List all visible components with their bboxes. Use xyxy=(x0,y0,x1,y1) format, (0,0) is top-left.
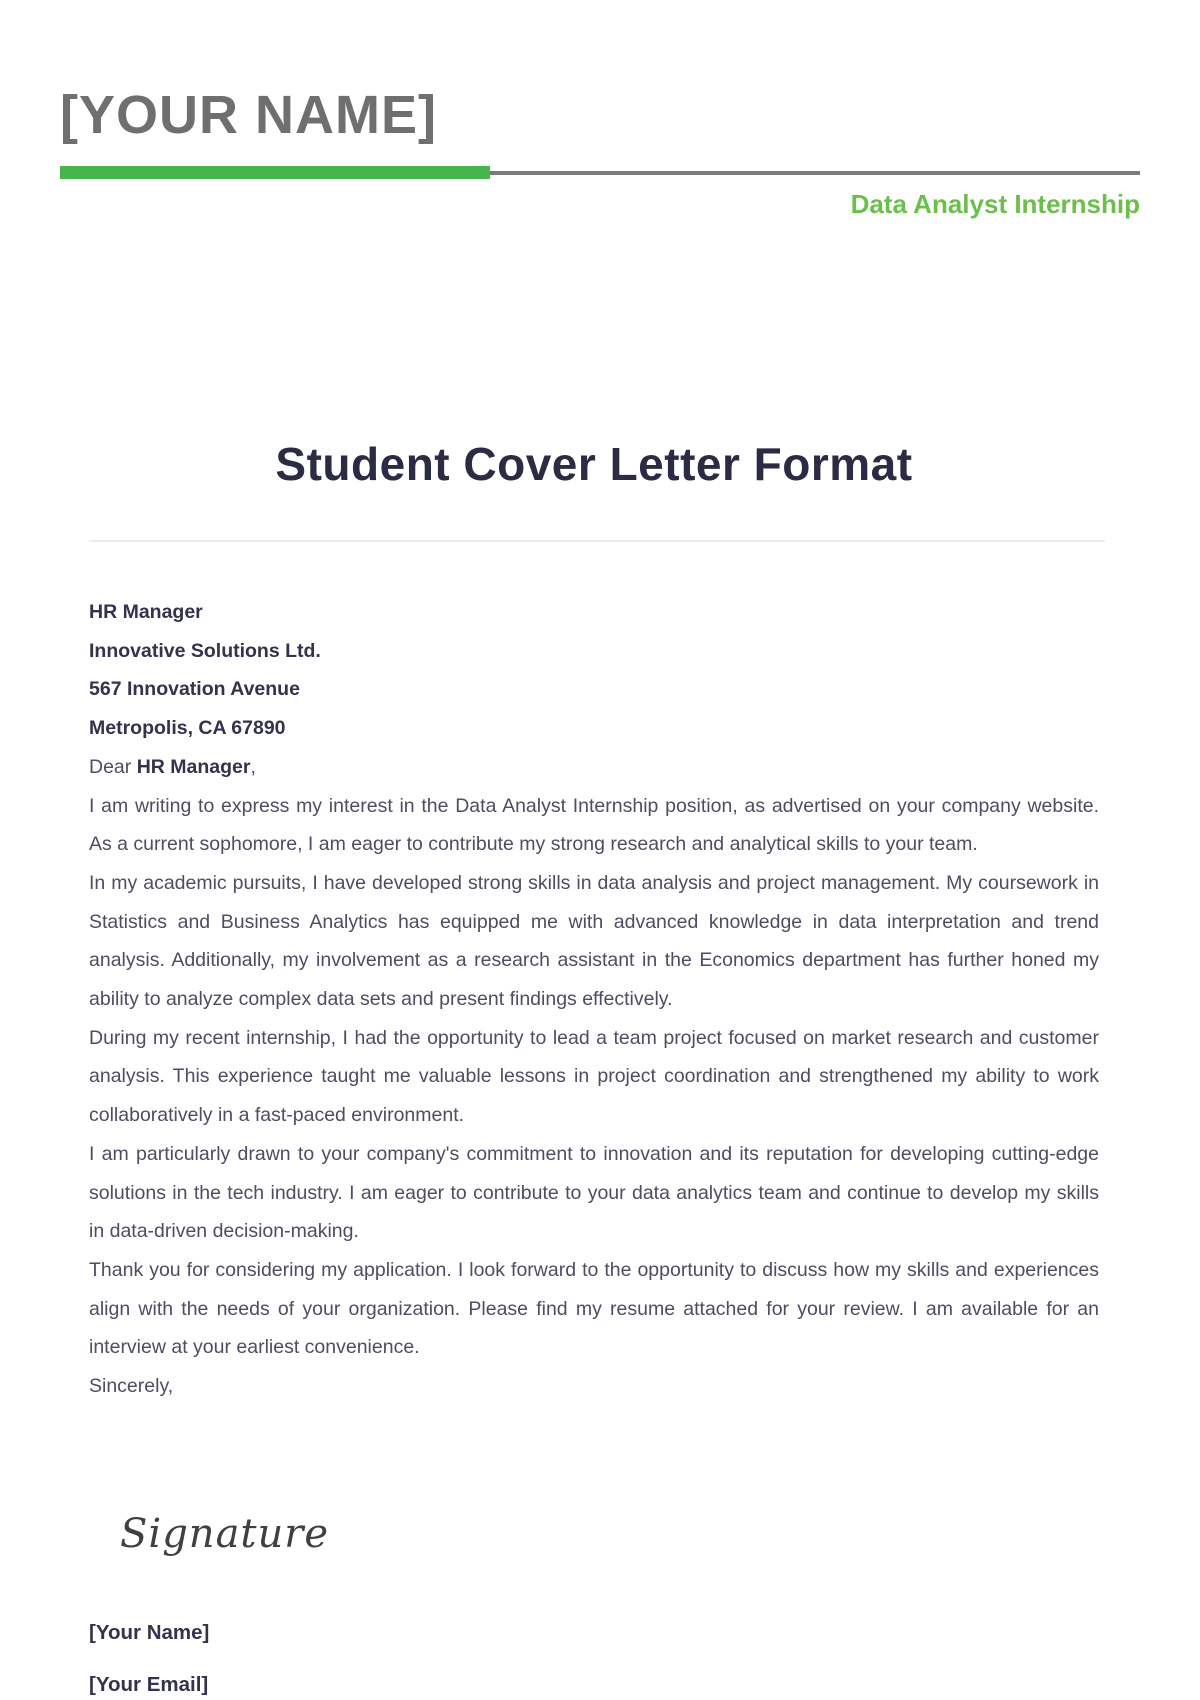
salutation xyxy=(89,748,1099,787)
recipient-line: HR Manager xyxy=(89,601,203,623)
letter-content xyxy=(89,0,1099,1700)
your-name-placeholder: [YOUR NAME] xyxy=(60,85,437,145)
title-divider xyxy=(89,540,1105,542)
body-paragraph: During my recent internship, I had the opportunity to lead a team project focused on market research and customer analysis. This experience taught me valuable lessons in project coordination and strengthened my ability to work collaboratively in a fast-paced environment. xyxy=(89,1026,1099,1127)
salutation-suffix: , xyxy=(250,755,256,778)
recipient-line: 567 Innovation Avenue xyxy=(89,678,300,701)
body-paragraph: I am writing to express my interest in the Data Analyst Internship position, as advertised on your company website. As a current sophomore, I am eager to contribute my strong research and analytical skills to your team. xyxy=(89,794,1099,856)
signature-script: Signature xyxy=(120,1511,330,1557)
recipient-line: Innovative Solutions Ltd. xyxy=(89,639,321,662)
role-label: Data Analyst Internship xyxy=(850,189,1140,219)
salutation-name: HR Manager xyxy=(136,755,251,778)
closing-word: Sincerely, xyxy=(89,1375,174,1398)
recipient-line: Metropolis, CA 67890 xyxy=(89,717,286,740)
sender-email-placeholder: [Your Email] xyxy=(89,1673,209,1696)
sender-name-placeholder: [Your Name] xyxy=(89,1621,210,1644)
page-title: Student Cover Letter Format xyxy=(275,438,913,490)
body-paragraph: Thank you for considering my application. I look forward to the opportunity to discuss how my skills and experiences align with the needs of your organization. Please find my resume attached for your review. I am available for an interview at your earliest convenience. xyxy=(89,1258,1099,1359)
body-paragraph: I am particularly drawn to your company's commitment to innovation and its reputation for developing cutting-edge solutions in the tech industry. I am eager to contribute to your data analytics team and continue to develop my skills in data-driven decision-making. xyxy=(89,1142,1099,1243)
letter-body xyxy=(89,593,1099,1406)
body-paragraph: In my academic pursuits, I have developed strong skills in data analysis and project management. My coursework in Statistics and Business Analytics has equipped me with advanced knowledge in data interpretation and trend analysis. Additionally, my involvement as a research assistant in the Economics department has further honed my ability to analyze complex data sets and present findings effectively. xyxy=(89,871,1099,1011)
salutation-prefix: Dear xyxy=(89,755,137,778)
signature-block xyxy=(89,1506,329,1698)
